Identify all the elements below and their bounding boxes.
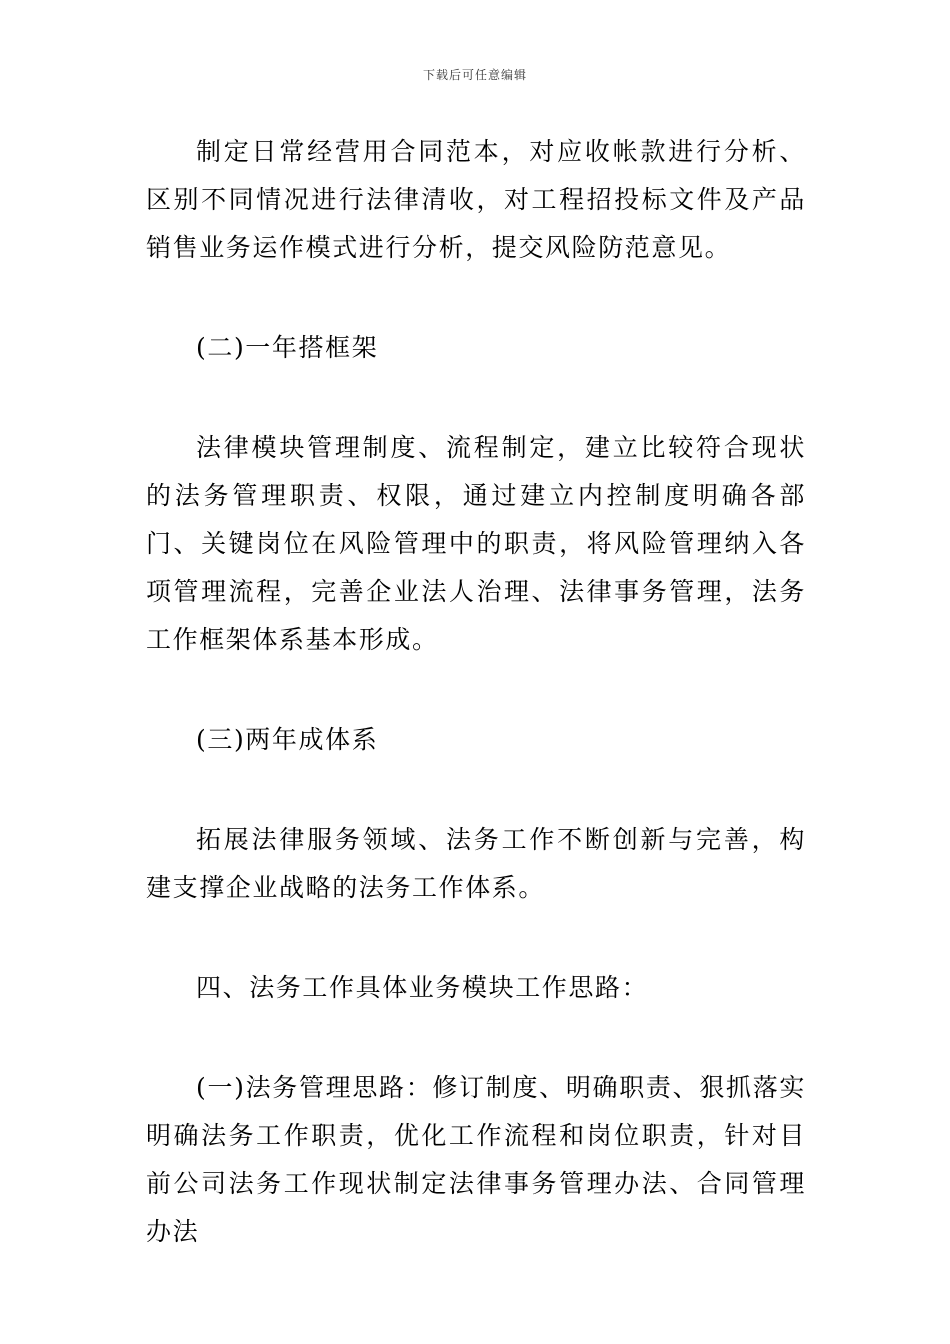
document-body xyxy=(146,128,806,1256)
paragraph-spacer xyxy=(146,912,806,964)
paragraph-spacer xyxy=(146,272,806,324)
section-heading-one-year: (二)一年搭框架 xyxy=(196,333,379,362)
paragraph-spacer xyxy=(146,372,806,424)
paragraph-legal-management: (一)法务管理思路：修订制度、明确职责、狠抓落实明确法务工作职责，优化工作流程和岗位职责，针对目前公司法务工作现状制定法律事务管理办法、合同管理办法 xyxy=(146,1073,806,1246)
section-heading-two-years: (三)两年成体系 xyxy=(196,725,379,754)
paragraph-spacer xyxy=(146,664,806,716)
page-header-note: 下载后可任意编辑 xyxy=(422,68,527,82)
paragraph-contract-templates: 制定日常经营用合同范本，对应收帐款进行分析、区别不同情况进行法律清收，对工程招投标文件及产品销售业务运作模式进行分析，提交风险防范意见。 xyxy=(146,137,806,262)
paragraph-spacer xyxy=(146,764,806,816)
section-heading-business-modules: 四、法务工作具体业务模块工作思路： xyxy=(196,973,649,1002)
paragraph-expand-services: 拓展法律服务领域、法务工作不断创新与完善，构建支撑企业战略的法务工作体系。 xyxy=(146,825,806,902)
paragraph-spacer xyxy=(146,1012,806,1064)
paragraph-framework: 法律模块管理制度、流程制定，建立比较符合现状的法务管理职责、权限，通过建立内控制度明确各部门、关键岗位在风险管理中的职责，将风险管理纳入各项管理流程，完善企业法人治理、法律事务管理，法务工作框架体系基本形成。 xyxy=(146,433,806,654)
